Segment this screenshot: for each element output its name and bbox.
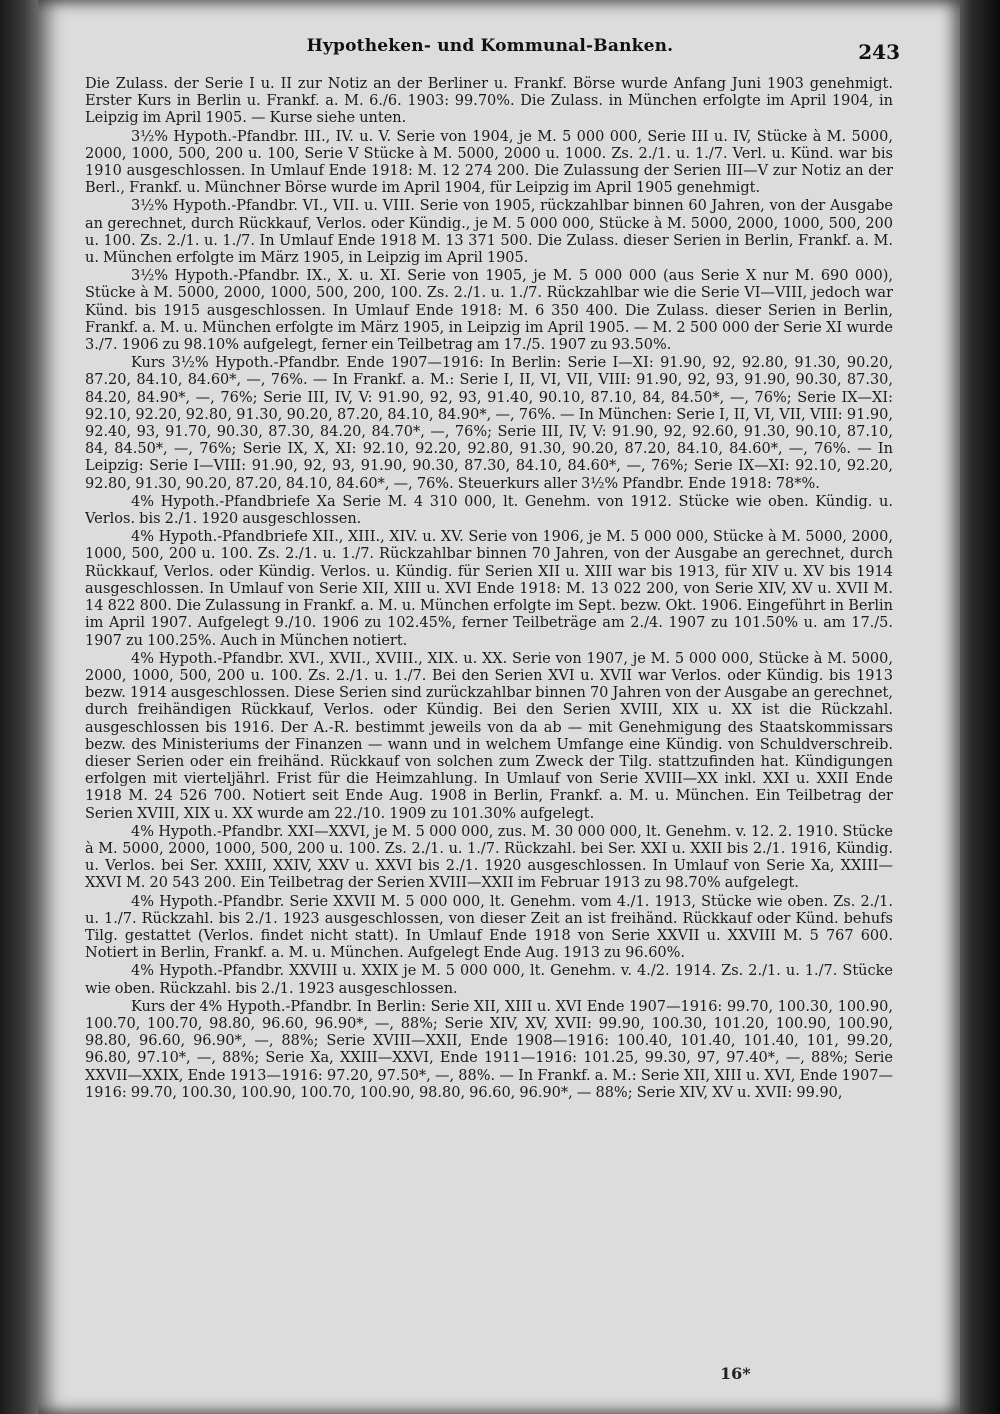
paragraph-series-3-5: 3½% Hypoth.-Pfandbr. III., IV. u. V. Serie von 1904, je M. 5 000 000, Serie III u. IV, Stücke à M. 5000, 2000, 1000, 500, 200 u. 100, Serie V Stücke à M. 5000, 2000 u. 1000. Zs. 2./1. u. 1./7. Verl. u. Künd. war bis 1910 ausgeschlossen. In Umlauf Ende 1918: M. 12 274 200. Die Zulassung der Serien III—V zur Notiz an der Berl., Frankf. u. Münchner Börse wurde im April 1904, für Leipzig im April 1905 genehmigt. bbox=[85, 128, 893, 197]
paragraph-series-xa: 4% Hypoth.-Pfandbriefe Xa Serie M. 4 310 000, lt. Genehm. von 1912. Stücke wie oben. Kündig. u. Verlos. bis 2./1. 1920 ausgeschlossen. bbox=[85, 493, 893, 528]
page-body bbox=[85, 76, 893, 1366]
paragraph-series-28-29: 4% Hypoth.-Pfandbr. XXVIII u. XXIX je M. 5 000 000, lt. Genehm. v. 4./2. 1914. Zs. 2./1. u. 1./7. Stücke wie oben. Rückzahl. bis 2./1. 1923 ausgeschlossen. bbox=[85, 963, 893, 997]
running-title: Hypotheken- und Kommunal-Banken. bbox=[306, 36, 674, 56]
book-edge-shadow bbox=[960, 0, 1000, 1414]
paragraph-kurs-3-5-percent: Kurs 3½% Hypoth.-Pfandbr. Ende 1907—1916: In Berlin: Serie I—XI: 91.90, 92, 92.80, 91.30, 90.20, 87.20, 84.10, 84.60*, —, 76%. — In Frankf. a. M.: Serie I, II, VI, VII, VIII: 91.90, 92, 93, 91.90, 90.30, 87.30, 84.20, 84.90*, —, 76%; Serie III, IV, V: 91.90, 92, 93, 91.40, 90.10, 87.10, 84, 84.50*, —, 76%; Serie IX—XI: 92.10, 92.20, 92.80, 91.30, 90.20, 87.20, 84.10, 84.90*, —, 76%. — In München: Serie I, II, VI, VII, VIII: 91.90, 92.40, 93, 91.70, 90.30, 87.30, 84.20, 84.70*, —, 76%; Serie III, IV, V: 91.90, 92, 92.60, 91.30, 90.10, 87.10, 84, 84.50*, —, 76%; Serie IX, X, XI: 92.10, 92.20, 92.80, 91.30, 90.20, 87.20, 84.10, 84.60*, —, 76%. — In Leipzig: Serie I—VIII: 91.90, 92, 93, 91.90, 90.30, 87.30, 84.10, 84.60*, —, 76%; Serie IX—XI: 92.10, 92.20, 92.80, 91.30, 90.20, 87.20, 84.10, 84.60*, —, 76%. Steuerkurs aller 3½% Pfandbr. Ende 1918: 78*%. bbox=[85, 355, 893, 492]
paragraph-series-12-15: 4% Hypoth.-Pfandbriefe XII., XIII., XIV. u. XV. Serie von 1906, je M. 5 000 000, Stücke à M. 5000, 2000, 1000, 500, 200 u. 100. Zs. 2./1. u. 1./7. Rückzahlbar binnen 70 Jahren, von der Ausgabe an gerechnet, durch Rückkauf, Verlos. oder Kündig. Verlos. u. Kündig. für Serien XII u. XIII war bis 1913, für XIV u. XV bis 1914 ausgeschlossen. In Umlauf von Serie XII, XIII u. XVI Ende 1918: M. 13 022 200, von Serie XIV, XV u. XVII M. 14 822 800. Die Zulassung in Frankf. a. M. u. München erfolgte im Sept. bezw. Okt. 1906. Eingeführt in Berlin im April 1907. Aufgelegt 9./10. 1906 zu 102.45%, ferner Teilbeträge am 2./4. 1907 zu 101.50% u. am 17./5. 1907 zu 100.25%. Auch in München notiert. bbox=[85, 529, 893, 649]
paragraph-series-6-8: 3½% Hypoth.-Pfandbr. VI., VII. u. VIII. Serie von 1905, rückzahlbar binnen 60 Jahren, von der Ausgabe an gerechnet, durch Rückkauf, Verlos. oder Kündig., je M. 5 000 000, Stücke à M. 5000, 2000, 1000, 500, 200 u. 100. Zs. 2./1. u. 1./7. In Umlauf Ende 1918 M. 13 371 500. Die Zulass. dieser Serien in Berlin, Frankf. a. M. u. München erfolgte im März 1905, in Leipzig im April 1905. bbox=[85, 198, 893, 267]
printer-signature: 16* bbox=[720, 1364, 751, 1383]
book-gutter-shadow bbox=[0, 0, 38, 1414]
paragraph-series-21-26: 4% Hypoth.-Pfandbr. XXI—XXVI, je M. 5 000 000, zus. M. 30 000 000, lt. Genehm. v. 12. 2. 1910. Stücke à M. 5000, 2000, 1000, 500, 200 u. 100. Zs. 2./1. u. 1./7. Rückzahl. bei Ser. XXI u. XXII bis 2./1. 1916, Kündig. u. Verlos. bei Ser. XXIII, XXIV, XXV u. XXVI bis 2./1. 1920 ausgeschlossen. In Umlauf von Serie Xa, XXIII—XXVI M. 20 543 200. Ein Teilbetrag der Serien XVIII—XXII im Februar 1913 zu 98.70% aufgelegt. bbox=[85, 823, 893, 892]
paragraph-series-27: 4% Hypoth.-Pfandbr. Serie XXVII M. 5 000 000, lt. Genehm. vom 4./1. 1913, Stücke wie oben. Zs. 2./1. u. 1./7. Rückzahl. bis 2./1. 1923 ausgeschlossen, von dieser Zeit an ist freihänd. Rückkauf oder Künd. behufs Tilg. gestattet (Verlos. findet nicht statt). In Umlauf Ende 1918 von Serie XXVII u. XXVIII M. 5 767 600. Notiert in Berlin, Frankf. a. M. u. München. Aufgelegt Ende Aug. 1913 zu 96.60%. bbox=[85, 893, 893, 962]
paragraph-series-16-20: 4% Hypoth.-Pfandbr. XVI., XVII., XVIII., XIX. u. XX. Serie von 1907, je M. 5 000 000, Stücke à M. 5000, 2000, 1000, 500, 200 u. 100. Zs. 2./1. u. 1./7. Bei den Serien XVI u. XVII war Verlos. oder Kündig. bis 1913 bezw. 1914 ausgeschlossen. Diese Serien sind zurückzahlbar binnen 70 Jahren von der Ausgabe an gerechnet, durch freihändigen Rückkauf, Verlos. oder Kündig. Bei den Serien XVIII, XIX u. XX ist die Rückzahl. ausgeschlossen bis 1916. Der A.-R. bestimmt jeweils von da ab — mit Genehmigung des Staatskommissars bezw. des Ministeriums der Finanzen — wann und in welchem Umfange eine Kündig. von Schuldverschreib. dieser Serien oder ein freihänd. Rückkauf von solchen zum Zweck der Tilg. stattzufinden hat. Kündigungen erfolgen mit vierteljährl. Frist für die Heimzahlung. In Umlauf von Serie XVIII—XX inkl. XXI u. XXII Ende 1918 M. 24 526 700. Notiert seit Ende Aug. 1908 in Berlin, Frankf. a. M. u. München. Ein Teilbetrag der Serien XVIII, XIX u. XX wurde am 22./10. 1909 zu 101.30% aufgelegt. bbox=[85, 650, 893, 822]
paragraph-series-9-11: 3½% Hypoth.-Pfandbr. IX., X. u. XI. Serie von 1905, je M. 5 000 000 (aus Serie X nur M. 690 000), Stücke à M. 5000, 2000, 1000, 500, 200, 100. Zs. 2./1. u. 1./7. Rückzahlbar wie die Serie VI—VIII, jedoch war Künd. bis 1915 ausgeschlossen. In Umlauf Ende 1918: M. 6 350 400. Die Zulass. dieser Serien in Berlin, Frankf. a. M. u. München erfolgte im März 1905, in Leipzig im April 1905. — M. 2 500 000 der Serie XI wurde 3./7. 1906 zu 98.10% aufgelegt, ferner ein Teilbetrag am 17./5. 1907 zu 93.50%. bbox=[85, 268, 893, 354]
page-number: 243 bbox=[858, 40, 900, 64]
paragraph-kurs-4-percent: Kurs der 4% Hypoth.-Pfandbr. In Berlin: Serie XII, XIII u. XVI Ende 1907—1916: 99.70, 100.30, 100.90, 100.70, 100.70, 98.80, 96.60, 96.90*, —, 88%; Serie XIV, XV, XVII: 99.90, 100.30, 101.20, 100.90, 100.90, 98.80, 96.60, 96.90*, —, 88%; Serie XVIII—XXII, Ende 1908—1916: 100.40, 101.40, 101.40, 101, 99.20, 96.80, 97.10*, —, 88%; Serie Xa, XXIII—XXVI, Ende 1911—1916: 101.25, 99.30, 97, 97.40*, —, 88%; Serie XXVII—XXIX, Ende 1913—1916: 97.20, 97.50*, —, 88%. — In Frankf. a. M.: Serie XII, XIII u. XVI, Ende 1907—1916: 99.70, 100.30, 100.90, 100.70, 100.90, 98.80, 96.60, 96.90*, — 88%; Serie XIV, XV u. XVII: 99.90, bbox=[85, 998, 893, 1101]
page-header bbox=[80, 36, 900, 64]
paragraph-admission-series-1-2: Die Zulass. der Serie I u. II zur Notiz an der Berliner u. Frankf. Börse wurde Anfang Juni 1903 genehmigt. Erster Kurs in Berlin u. Frankf. a. M. 6./6. 1903: 99.70%. Die Zulass. in München erfolgte im April 1904, in Leipzig im April 1905. — Kurse siehe unten. bbox=[85, 76, 893, 127]
